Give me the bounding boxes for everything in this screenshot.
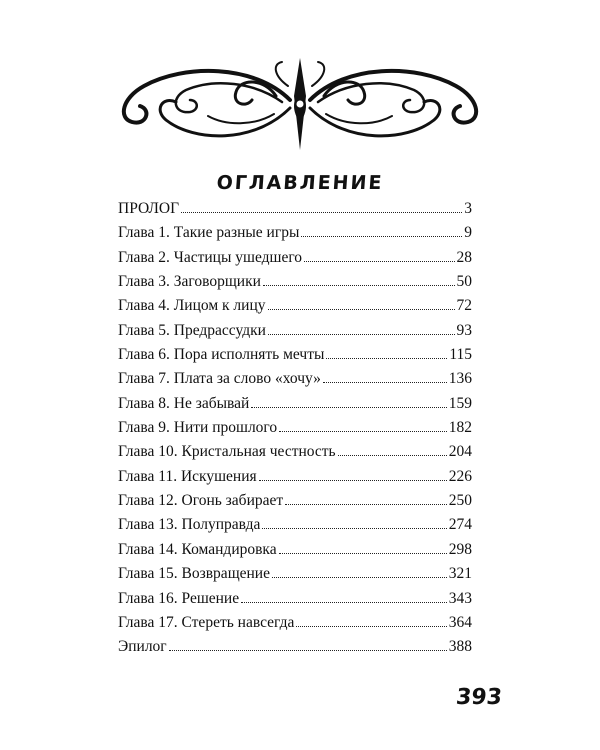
- toc-dot-leader: [259, 480, 447, 481]
- toc-entry-title: Глава 2. Частицы ушедшего: [118, 248, 303, 266]
- toc-dot-leader: [296, 626, 446, 627]
- toc-entry-page: 298: [448, 540, 472, 558]
- toc-entry-page: 321: [448, 565, 472, 583]
- toc-entry-page: 93: [456, 321, 472, 339]
- toc-entry-page: 9: [464, 224, 472, 242]
- toc-entry-title: Глава 16. Решение: [118, 589, 240, 607]
- toc-entry: [118, 320, 472, 344]
- toc-entry-title: Глава 15. Возвращение: [118, 565, 270, 583]
- toc-entry-title: ПРОЛОГ: [118, 200, 180, 217]
- toc-entry: [118, 563, 472, 587]
- toc-entry-title: Глава 3. Заговорщики: [118, 273, 261, 291]
- toc-dot-leader: [268, 309, 455, 310]
- toc-entry: [118, 368, 472, 392]
- toc-entry-page: 115: [449, 346, 472, 364]
- toc-entry: [118, 466, 472, 490]
- toc-entry-page: 72: [456, 297, 472, 315]
- toc-entry-title: Глава 14. Командировка: [118, 540, 277, 558]
- toc-heading: ОГЛАВЛЕНИЕ: [215, 172, 385, 194]
- toc-dot-leader: [251, 407, 446, 408]
- toc-entry-page: 388: [448, 638, 472, 656]
- toc-dot-leader: [326, 358, 447, 359]
- toc-entry-page: 274: [448, 516, 472, 534]
- toc-entry: [118, 612, 472, 636]
- toc-dot-leader: [338, 455, 447, 456]
- toc-entry-title: Глава 5. Предрассудки: [118, 321, 266, 339]
- toc-entry: [118, 539, 472, 563]
- toc-entry-page: 3: [464, 200, 472, 217]
- toc-entry-title: Глава 4. Лицом к лицу: [118, 297, 266, 315]
- toc-entry: [118, 198, 472, 222]
- toc-entry-page: 50: [456, 273, 472, 291]
- page-number: 393: [454, 685, 504, 710]
- toc-entry-title: Глава 8. Не забывай: [118, 394, 250, 412]
- toc-entry-title: Глава 6. Пора исполнять мечты: [118, 346, 325, 364]
- toc-entry-title: Глава 7. Плата за слово «хочу»: [118, 370, 321, 388]
- toc-dot-leader: [169, 650, 447, 651]
- toc-entry: [118, 271, 472, 295]
- toc-entry-page: 226: [448, 467, 472, 485]
- toc-entry: [118, 247, 472, 271]
- toc-dot-leader: [181, 212, 462, 213]
- toc-entry-page: 250: [448, 492, 472, 510]
- toc-dot-leader: [304, 261, 454, 262]
- toc-entry-title: Глава 17. Стереть навсегда: [118, 613, 295, 631]
- toc-entry-page: 136: [448, 370, 472, 388]
- toc-entry: [118, 295, 472, 319]
- toc-entry-title: Глава 13. Полуправда: [118, 516, 261, 534]
- toc-entry: [118, 441, 472, 465]
- toc-dot-leader: [279, 553, 447, 554]
- toc-dot-leader: [272, 577, 447, 578]
- toc-entry: [118, 490, 472, 514]
- toc-dot-leader: [263, 285, 455, 286]
- toc-dot-leader: [262, 528, 446, 529]
- toc-entry: [118, 344, 472, 368]
- toc-entry: [118, 222, 472, 246]
- toc-entry-title: Глава 10. Кристальная честность: [118, 443, 336, 461]
- toc-entry-title: Глава 12. Огонь забирает: [118, 492, 284, 510]
- toc-entry-page: 204: [448, 443, 472, 461]
- toc-entry-title: Эпилог: [118, 638, 167, 656]
- toc-dot-leader: [285, 504, 447, 505]
- toc-dot-leader: [268, 334, 455, 335]
- toc-entry-page: 364: [448, 613, 472, 631]
- toc-entry: [118, 514, 472, 538]
- toc-entry-page: 182: [448, 419, 472, 437]
- toc-dot-leader: [279, 431, 447, 432]
- toc-entry-title: Глава 11. Искушения: [118, 467, 257, 485]
- toc-entry: [118, 393, 472, 417]
- toc-entry-page: 159: [448, 394, 472, 412]
- toc-entry: [118, 636, 472, 660]
- toc-dot-leader: [241, 602, 447, 603]
- toc-dot-leader: [323, 382, 447, 383]
- toc-dot-leader: [301, 236, 462, 237]
- toc-entry-title: Глава 1. Такие разные игры: [118, 224, 300, 242]
- table-of-contents: [118, 198, 472, 661]
- toc-entry: [118, 588, 472, 612]
- toc-entry: [118, 417, 472, 441]
- toc-entry-title: Глава 9. Нити прошлого: [118, 419, 278, 437]
- toc-entry-page: 28: [456, 248, 472, 266]
- toc-entry-page: 343: [448, 589, 472, 607]
- flourish-ornament-icon: [104, 56, 496, 152]
